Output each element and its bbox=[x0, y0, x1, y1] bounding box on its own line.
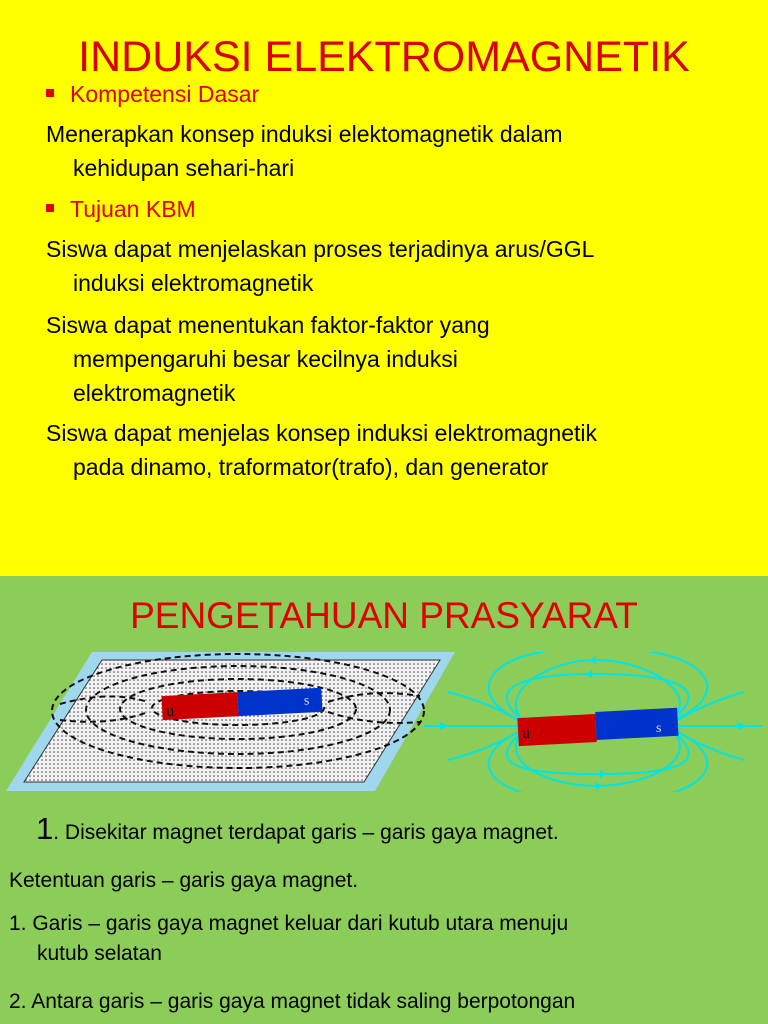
square-bullet-icon bbox=[46, 89, 54, 97]
bar-magnet bbox=[517, 708, 678, 746]
paragraph-tujuan-1 bbox=[46, 232, 746, 300]
south-label: s bbox=[303, 693, 310, 709]
text-line: elektromagnetik bbox=[73, 380, 236, 406]
bullet-label: Kompetensi Dasar bbox=[70, 81, 260, 107]
north-label: u bbox=[522, 725, 530, 742]
slide-title: INDUKSI ELEKTROMAGNETIK bbox=[78, 33, 690, 81]
text-line: Siswa dapat menjelaskan proses terjadinya arus/GGL bbox=[46, 236, 595, 262]
magnet-south-pole bbox=[237, 688, 322, 716]
paragraph-tujuan-2 bbox=[46, 308, 746, 410]
text-line: Siswa dapat menentukan faktor-faktor yang bbox=[46, 312, 490, 338]
point-text: . Disekitar magnet terdapat garis – garis gaya magnet. bbox=[53, 821, 559, 844]
north-label: u bbox=[165, 702, 175, 720]
south-label: s bbox=[656, 721, 662, 736]
magnet-field-lines-figure bbox=[418, 652, 768, 792]
paragraph-tujuan-3 bbox=[46, 416, 746, 484]
point-number: 1 bbox=[36, 811, 54, 846]
paragraph-kd bbox=[46, 117, 746, 185]
text-line: mempengaruhi besar kecilnya induksi bbox=[73, 346, 458, 372]
rule-2: 2. Antara garis – garis gaya magnet tidak saling berpotongan bbox=[9, 990, 576, 1013]
slide-prerequisite bbox=[0, 576, 768, 1024]
text-line: pada dinamo, traformator(trafo), dan generator bbox=[73, 454, 549, 480]
rule-1 bbox=[9, 909, 568, 969]
point-1 bbox=[36, 811, 559, 848]
text-line: kehidupan sehari-hari bbox=[73, 155, 295, 181]
slide-title: PENGETAHUAN PRASYARAT bbox=[130, 595, 638, 636]
ketentuan-heading: Ketentuan garis – garis gaya magnet. bbox=[9, 869, 359, 892]
text-line: Siswa dapat menjelas konsep induksi elektromagnetik bbox=[46, 420, 598, 446]
square-bullet-icon bbox=[46, 204, 54, 212]
text-line: induksi elektromagnetik bbox=[73, 270, 314, 296]
bullet-kompetensi-dasar bbox=[46, 80, 259, 108]
magnet-south-pole bbox=[595, 708, 678, 740]
text-line: Menerapkan konsep induksi elektomagnetik dalam bbox=[46, 121, 563, 147]
bullet-tujuan-kbm bbox=[46, 195, 196, 223]
bullet-label: Tujuan KBM bbox=[70, 196, 196, 222]
text-line: kutub selatan bbox=[37, 942, 162, 965]
text-line: 1. Garis – garis gaya magnet keluar dari kutub utara menuju bbox=[9, 912, 569, 935]
iron-filings-figure bbox=[0, 646, 460, 796]
